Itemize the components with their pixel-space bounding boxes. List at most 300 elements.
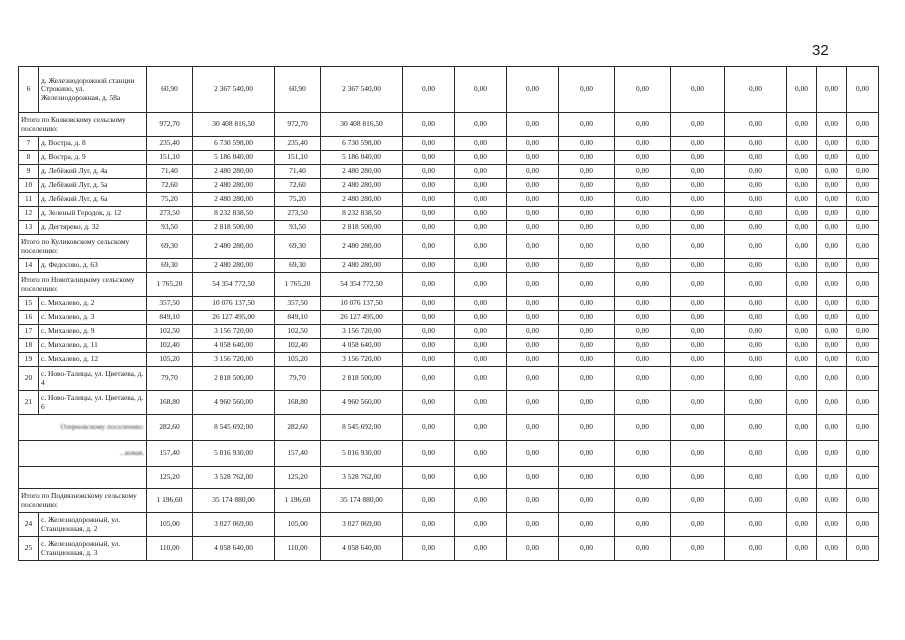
value-cell: 0,00 bbox=[725, 297, 787, 311]
value-cell: 0,00 bbox=[455, 221, 507, 235]
value-cell: 0,00 bbox=[817, 137, 847, 151]
value-cell: 0,00 bbox=[847, 367, 879, 391]
value-cell: 0,00 bbox=[787, 165, 817, 179]
value-cell: 0,00 bbox=[817, 325, 847, 339]
value-cell: 0,00 bbox=[507, 367, 559, 391]
value-cell: 0,00 bbox=[559, 325, 615, 339]
value-cell: 0,00 bbox=[671, 67, 725, 113]
value-cell: 0,00 bbox=[455, 537, 507, 561]
value-cell: 0,00 bbox=[455, 415, 507, 441]
value-cell: 0,00 bbox=[787, 415, 817, 441]
value-cell: 0,00 bbox=[725, 151, 787, 165]
value-cell: 0,00 bbox=[507, 165, 559, 179]
value-cell: 0,00 bbox=[403, 339, 455, 353]
table-row bbox=[19, 221, 879, 235]
subtotal-row bbox=[19, 235, 879, 259]
value-cell: 0,00 bbox=[507, 311, 559, 325]
address-cell: с. Михалево, д. 12 bbox=[39, 353, 147, 367]
value-cell: 0,00 bbox=[455, 235, 507, 259]
value-cell: 0,00 bbox=[507, 537, 559, 561]
subtotal-label: Итого по Колковскому сельскому поселению: bbox=[19, 113, 147, 137]
value-cell: 71,40 bbox=[147, 165, 193, 179]
value-cell: 0,00 bbox=[847, 513, 879, 537]
value-cell: 0,00 bbox=[671, 151, 725, 165]
value-cell: 0,00 bbox=[615, 339, 671, 353]
obscured-label: Озерновскому поселению: bbox=[19, 415, 147, 441]
value-cell: 0,00 bbox=[455, 513, 507, 537]
value-cell: 0,00 bbox=[847, 391, 879, 415]
value-cell: 0,00 bbox=[559, 235, 615, 259]
value-cell: 157,40 bbox=[275, 441, 321, 467]
value-cell: 0,00 bbox=[615, 415, 671, 441]
value-cell: 0,00 bbox=[559, 193, 615, 207]
value-cell: 0,00 bbox=[507, 489, 559, 513]
value-cell: 151,10 bbox=[147, 151, 193, 165]
value-cell: 1 765,20 bbox=[147, 273, 193, 297]
value-cell: 0,00 bbox=[847, 325, 879, 339]
value-cell: 60,90 bbox=[275, 67, 321, 113]
value-cell: 0,00 bbox=[671, 367, 725, 391]
value-cell: 35 174 880,00 bbox=[321, 489, 403, 513]
value-cell: 0,00 bbox=[671, 415, 725, 441]
value-cell: 0,00 bbox=[507, 113, 559, 137]
value-cell: 2 480 280,00 bbox=[193, 179, 275, 193]
value-cell: 0,00 bbox=[615, 367, 671, 391]
value-cell: 0,00 bbox=[787, 235, 817, 259]
address-cell: д. Вострa, д. 8 bbox=[39, 137, 147, 151]
value-cell: 0,00 bbox=[403, 415, 455, 441]
value-cell: 0,00 bbox=[455, 297, 507, 311]
value-cell: 72,60 bbox=[275, 179, 321, 193]
row-number: 10 bbox=[19, 179, 39, 193]
value-cell: 105,00 bbox=[275, 513, 321, 537]
table-row bbox=[19, 165, 879, 179]
address-cell: д. Вострa, д. 9 bbox=[39, 151, 147, 165]
value-cell: 26 127 495,00 bbox=[321, 311, 403, 325]
value-cell: 0,00 bbox=[507, 353, 559, 367]
value-cell: 0,00 bbox=[725, 207, 787, 221]
page-number: 32 bbox=[812, 42, 829, 59]
value-cell: 0,00 bbox=[403, 297, 455, 311]
value-cell: 71,40 bbox=[275, 165, 321, 179]
row-number: 14 bbox=[19, 259, 39, 273]
value-cell: 0,00 bbox=[787, 113, 817, 137]
value-cell: 0,00 bbox=[725, 113, 787, 137]
value-cell: 102,50 bbox=[275, 325, 321, 339]
value-cell: 0,00 bbox=[615, 467, 671, 489]
table-row bbox=[19, 537, 879, 561]
value-cell: 0,00 bbox=[817, 67, 847, 113]
value-cell: 235,40 bbox=[275, 137, 321, 151]
subtotal-row bbox=[19, 273, 879, 297]
value-cell: 0,00 bbox=[817, 273, 847, 297]
value-cell: 0,00 bbox=[507, 339, 559, 353]
value-cell: 0,00 bbox=[615, 259, 671, 273]
value-cell: 0,00 bbox=[787, 273, 817, 297]
value-cell: 0,00 bbox=[817, 537, 847, 561]
value-cell: 0,00 bbox=[403, 311, 455, 325]
value-cell: 0,00 bbox=[847, 441, 879, 467]
value-cell: 0,00 bbox=[847, 353, 879, 367]
value-cell: 0,00 bbox=[847, 67, 879, 113]
row-number: 6 bbox=[19, 67, 39, 113]
address-cell: д. Лебёжий Луг, д. 5а bbox=[39, 179, 147, 193]
value-cell: 0,00 bbox=[671, 207, 725, 221]
value-cell: 0,00 bbox=[507, 151, 559, 165]
value-cell: 8 545 692,00 bbox=[193, 415, 275, 441]
value-cell: 0,00 bbox=[507, 391, 559, 415]
value-cell: 0,00 bbox=[615, 273, 671, 297]
value-cell: 0,00 bbox=[455, 207, 507, 221]
value-cell: 72,60 bbox=[147, 179, 193, 193]
value-cell: 0,00 bbox=[787, 311, 817, 325]
row-number: 9 bbox=[19, 165, 39, 179]
value-cell: 0,00 bbox=[507, 235, 559, 259]
value-cell: 3 528 762,00 bbox=[321, 467, 403, 489]
subtotal-row bbox=[19, 113, 879, 137]
value-cell: 0,00 bbox=[615, 193, 671, 207]
value-cell: 0,00 bbox=[787, 325, 817, 339]
value-cell: 273,50 bbox=[275, 207, 321, 221]
value-cell: 0,00 bbox=[671, 467, 725, 489]
value-cell: 0,00 bbox=[615, 67, 671, 113]
value-cell: 0,00 bbox=[403, 273, 455, 297]
value-cell: 79,70 bbox=[275, 367, 321, 391]
value-cell: 0,00 bbox=[559, 367, 615, 391]
value-cell: 0,00 bbox=[817, 367, 847, 391]
value-cell: 30 408 816,50 bbox=[193, 113, 275, 137]
value-cell: 5 186 040,00 bbox=[193, 151, 275, 165]
value-cell: 0,00 bbox=[671, 221, 725, 235]
table-row bbox=[19, 513, 879, 537]
value-cell: 0,00 bbox=[847, 207, 879, 221]
value-cell: 0,00 bbox=[615, 165, 671, 179]
value-cell: 0,00 bbox=[671, 339, 725, 353]
value-cell: 0,00 bbox=[725, 537, 787, 561]
value-cell: 0,00 bbox=[671, 273, 725, 297]
value-cell: 0,00 bbox=[455, 367, 507, 391]
value-cell: 75,20 bbox=[147, 193, 193, 207]
value-cell: 3 027 069,00 bbox=[193, 513, 275, 537]
value-cell: 102,40 bbox=[275, 339, 321, 353]
value-cell: 2 480 280,00 bbox=[193, 165, 275, 179]
value-cell: 0,00 bbox=[787, 489, 817, 513]
value-cell: 0,00 bbox=[671, 391, 725, 415]
value-cell: 0,00 bbox=[725, 165, 787, 179]
value-cell: 0,00 bbox=[403, 513, 455, 537]
value-cell: 69,30 bbox=[147, 235, 193, 259]
value-cell: 0,00 bbox=[615, 151, 671, 165]
value-cell: 0,00 bbox=[847, 193, 879, 207]
value-cell: 0,00 bbox=[507, 513, 559, 537]
value-cell: 0,00 bbox=[403, 325, 455, 339]
table-row bbox=[19, 353, 879, 367]
value-cell: 8 232 838,50 bbox=[321, 207, 403, 221]
value-cell: 0,00 bbox=[403, 165, 455, 179]
value-cell: 0,00 bbox=[847, 297, 879, 311]
value-cell: 0,00 bbox=[671, 513, 725, 537]
address-cell: с. Михалево, д. 9 bbox=[39, 325, 147, 339]
table-body bbox=[19, 67, 879, 561]
value-cell: 0,00 bbox=[559, 207, 615, 221]
value-cell: 4 058 640,00 bbox=[321, 339, 403, 353]
value-cell: 168,80 bbox=[147, 391, 193, 415]
subtotal-label: Итого по Куликовскому сельскому поселению: bbox=[19, 235, 147, 259]
value-cell: 0,00 bbox=[507, 325, 559, 339]
value-cell: 0,00 bbox=[403, 67, 455, 113]
address-cell: с. Михалево, д. 3 bbox=[39, 311, 147, 325]
table-row bbox=[19, 207, 879, 221]
value-cell: 1 196,60 bbox=[147, 489, 193, 513]
table-row bbox=[19, 259, 879, 273]
value-cell: 0,00 bbox=[787, 353, 817, 367]
value-cell: 125,20 bbox=[275, 467, 321, 489]
value-cell: 10 076 137,50 bbox=[193, 297, 275, 311]
value-cell: 0,00 bbox=[787, 339, 817, 353]
obscured-label: ...ковая, bbox=[19, 441, 147, 467]
value-cell: 0,00 bbox=[847, 137, 879, 151]
value-cell: 0,00 bbox=[847, 165, 879, 179]
value-cell: 168,80 bbox=[275, 391, 321, 415]
value-cell: 357,50 bbox=[275, 297, 321, 311]
value-cell: 972,70 bbox=[275, 113, 321, 137]
value-cell: 0,00 bbox=[455, 353, 507, 367]
row-number: 13 bbox=[19, 221, 39, 235]
value-cell: 0,00 bbox=[615, 113, 671, 137]
value-cell: 0,00 bbox=[403, 367, 455, 391]
value-cell: 3 156 720,00 bbox=[193, 353, 275, 367]
value-cell: 0,00 bbox=[725, 325, 787, 339]
value-cell: 2 818 500,00 bbox=[193, 221, 275, 235]
value-cell: 0,00 bbox=[671, 297, 725, 311]
value-cell: 4 058 640,00 bbox=[321, 537, 403, 561]
value-cell: 0,00 bbox=[671, 489, 725, 513]
value-cell: 0,00 bbox=[507, 467, 559, 489]
value-cell: 0,00 bbox=[559, 353, 615, 367]
value-cell: 273,50 bbox=[147, 207, 193, 221]
value-cell: 0,00 bbox=[817, 489, 847, 513]
value-cell: 0,00 bbox=[615, 391, 671, 415]
value-cell: 0,00 bbox=[787, 137, 817, 151]
value-cell: 151,10 bbox=[275, 151, 321, 165]
value-cell: 0,00 bbox=[559, 113, 615, 137]
value-cell: 0,00 bbox=[615, 353, 671, 367]
table-row bbox=[19, 193, 879, 207]
value-cell: 0,00 bbox=[725, 179, 787, 193]
table-row bbox=[19, 325, 879, 339]
row-number: 8 bbox=[19, 151, 39, 165]
value-cell: 0,00 bbox=[725, 339, 787, 353]
value-cell: 0,00 bbox=[787, 193, 817, 207]
row-number: 7 bbox=[19, 137, 39, 151]
value-cell: 75,20 bbox=[275, 193, 321, 207]
value-cell: 2 480 280,00 bbox=[193, 193, 275, 207]
value-cell: 0,00 bbox=[671, 165, 725, 179]
value-cell: 0,00 bbox=[559, 391, 615, 415]
value-cell: 2 818 500,00 bbox=[321, 367, 403, 391]
value-cell: 0,00 bbox=[847, 273, 879, 297]
row-number: 12 bbox=[19, 207, 39, 221]
value-cell: 0,00 bbox=[455, 311, 507, 325]
row-number: 16 bbox=[19, 311, 39, 325]
value-cell: 0,00 bbox=[787, 297, 817, 311]
value-cell: 2 480 280,00 bbox=[321, 235, 403, 259]
value-cell: 0,00 bbox=[403, 221, 455, 235]
value-cell: 0,00 bbox=[455, 113, 507, 137]
value-cell: 0,00 bbox=[615, 137, 671, 151]
value-cell: 0,00 bbox=[787, 537, 817, 561]
value-cell: 0,00 bbox=[455, 467, 507, 489]
housing-program-table bbox=[18, 66, 879, 561]
value-cell: 0,00 bbox=[671, 311, 725, 325]
value-cell: 35 174 880,00 bbox=[193, 489, 275, 513]
value-cell: 0,00 bbox=[817, 467, 847, 489]
value-cell: 0,00 bbox=[455, 441, 507, 467]
value-cell: 0,00 bbox=[455, 67, 507, 113]
value-cell: 0,00 bbox=[507, 441, 559, 467]
value-cell: 0,00 bbox=[725, 513, 787, 537]
value-cell: 0,00 bbox=[615, 311, 671, 325]
address-cell: д. Федосово, д. 63 bbox=[39, 259, 147, 273]
value-cell: 0,00 bbox=[817, 179, 847, 193]
table-row bbox=[19, 137, 879, 151]
value-cell: 0,00 bbox=[559, 259, 615, 273]
row-number: 17 bbox=[19, 325, 39, 339]
value-cell: 0,00 bbox=[817, 297, 847, 311]
value-cell: 0,00 bbox=[559, 513, 615, 537]
value-cell: 110,00 bbox=[147, 537, 193, 561]
address-cell: с. Михалево, д. 2 bbox=[39, 297, 147, 311]
value-cell: 157,40 bbox=[147, 441, 193, 467]
value-cell: 0,00 bbox=[559, 489, 615, 513]
value-cell: 0,00 bbox=[817, 391, 847, 415]
value-cell: 2 480 280,00 bbox=[193, 259, 275, 273]
table-row bbox=[19, 179, 879, 193]
value-cell: 0,00 bbox=[817, 353, 847, 367]
value-cell: 125,20 bbox=[147, 467, 193, 489]
value-cell: 0,00 bbox=[725, 193, 787, 207]
value-cell: 0,00 bbox=[559, 467, 615, 489]
value-cell: 0,00 bbox=[847, 339, 879, 353]
value-cell: 0,00 bbox=[787, 467, 817, 489]
value-cell: 0,00 bbox=[559, 151, 615, 165]
value-cell: 0,00 bbox=[817, 193, 847, 207]
value-cell: 0,00 bbox=[403, 353, 455, 367]
row-number: 11 bbox=[19, 193, 39, 207]
value-cell: 0,00 bbox=[847, 467, 879, 489]
address-cell: д. Дегтярево, д. 32 bbox=[39, 221, 147, 235]
value-cell: 0,00 bbox=[847, 151, 879, 165]
value-cell: 0,00 bbox=[403, 113, 455, 137]
value-cell: 282,60 bbox=[275, 415, 321, 441]
value-cell: 0,00 bbox=[671, 325, 725, 339]
address-cell: с. Ново-Талицы, ул. Цветаева, д. 4 bbox=[39, 367, 147, 391]
value-cell: 0,00 bbox=[847, 179, 879, 193]
row-number: 18 bbox=[19, 339, 39, 353]
subtotal-label: Итого по Новоталицкому сельскому поселению: bbox=[19, 273, 147, 297]
value-cell: 105,00 bbox=[147, 513, 193, 537]
value-cell: 0,00 bbox=[817, 441, 847, 467]
value-cell: 0,00 bbox=[671, 179, 725, 193]
value-cell: 0,00 bbox=[725, 259, 787, 273]
value-cell: 235,40 bbox=[147, 137, 193, 151]
value-cell: 2 480 280,00 bbox=[321, 165, 403, 179]
value-cell: 0,00 bbox=[615, 179, 671, 193]
value-cell: 69,30 bbox=[275, 259, 321, 273]
value-cell: 0,00 bbox=[725, 311, 787, 325]
value-cell: 0,00 bbox=[787, 207, 817, 221]
value-cell: 0,00 bbox=[403, 193, 455, 207]
value-cell: 0,00 bbox=[615, 441, 671, 467]
table-row bbox=[19, 151, 879, 165]
value-cell: 0,00 bbox=[455, 339, 507, 353]
table-row bbox=[19, 467, 879, 489]
value-cell: 0,00 bbox=[725, 467, 787, 489]
value-cell: 0,00 bbox=[847, 235, 879, 259]
value-cell: 8 545 692,00 bbox=[321, 415, 403, 441]
value-cell: 0,00 bbox=[725, 353, 787, 367]
value-cell: 0,00 bbox=[559, 311, 615, 325]
value-cell: 0,00 bbox=[403, 441, 455, 467]
table-row bbox=[19, 297, 879, 311]
value-cell: 357,50 bbox=[147, 297, 193, 311]
value-cell: 0,00 bbox=[787, 367, 817, 391]
value-cell: 0,00 bbox=[787, 441, 817, 467]
value-cell: 102,50 bbox=[147, 325, 193, 339]
value-cell: 0,00 bbox=[559, 67, 615, 113]
value-cell: 0,00 bbox=[559, 339, 615, 353]
value-cell: 0,00 bbox=[725, 367, 787, 391]
value-cell: 1 765,20 bbox=[275, 273, 321, 297]
address-cell: д. Лебёжий Луг, д. 4а bbox=[39, 165, 147, 179]
value-cell: 79,70 bbox=[147, 367, 193, 391]
row-number: 25 bbox=[19, 537, 39, 561]
value-cell: 282,60 bbox=[147, 415, 193, 441]
value-cell: 0,00 bbox=[615, 221, 671, 235]
value-cell: 0,00 bbox=[507, 273, 559, 297]
value-cell: 0,00 bbox=[847, 259, 879, 273]
value-cell: 30 408 816,50 bbox=[321, 113, 403, 137]
value-cell: 0,00 bbox=[615, 325, 671, 339]
value-cell: 0,00 bbox=[847, 311, 879, 325]
row-number: 15 bbox=[19, 297, 39, 311]
table-row bbox=[19, 441, 879, 467]
value-cell: 6 730 598,00 bbox=[193, 137, 275, 151]
value-cell: 0,00 bbox=[507, 415, 559, 441]
value-cell: 0,00 bbox=[671, 235, 725, 259]
value-cell: 4 960 560,00 bbox=[321, 391, 403, 415]
value-cell: 0,00 bbox=[455, 165, 507, 179]
value-cell: 0,00 bbox=[787, 67, 817, 113]
value-cell: 0,00 bbox=[403, 179, 455, 193]
value-cell: 0,00 bbox=[817, 339, 847, 353]
value-cell: 0,00 bbox=[615, 207, 671, 221]
value-cell: 54 354 772,50 bbox=[321, 273, 403, 297]
address-cell: с. Железнодорожный, ул. Станционная, д. 3 bbox=[39, 537, 147, 561]
subtotal-label: Итого по Подвязновскому сельскому поселению: bbox=[19, 489, 147, 513]
value-cell: 3 156 720,00 bbox=[321, 353, 403, 367]
value-cell: 0,00 bbox=[559, 415, 615, 441]
value-cell: 0,00 bbox=[787, 259, 817, 273]
value-cell: 0,00 bbox=[787, 179, 817, 193]
value-cell: 2 480 280,00 bbox=[321, 179, 403, 193]
value-cell: 0,00 bbox=[787, 513, 817, 537]
value-cell: 2 818 500,00 bbox=[193, 367, 275, 391]
value-cell: 0,00 bbox=[817, 259, 847, 273]
value-cell: 2 480 280,00 bbox=[321, 193, 403, 207]
value-cell: 0,00 bbox=[615, 297, 671, 311]
value-cell: 0,00 bbox=[559, 137, 615, 151]
